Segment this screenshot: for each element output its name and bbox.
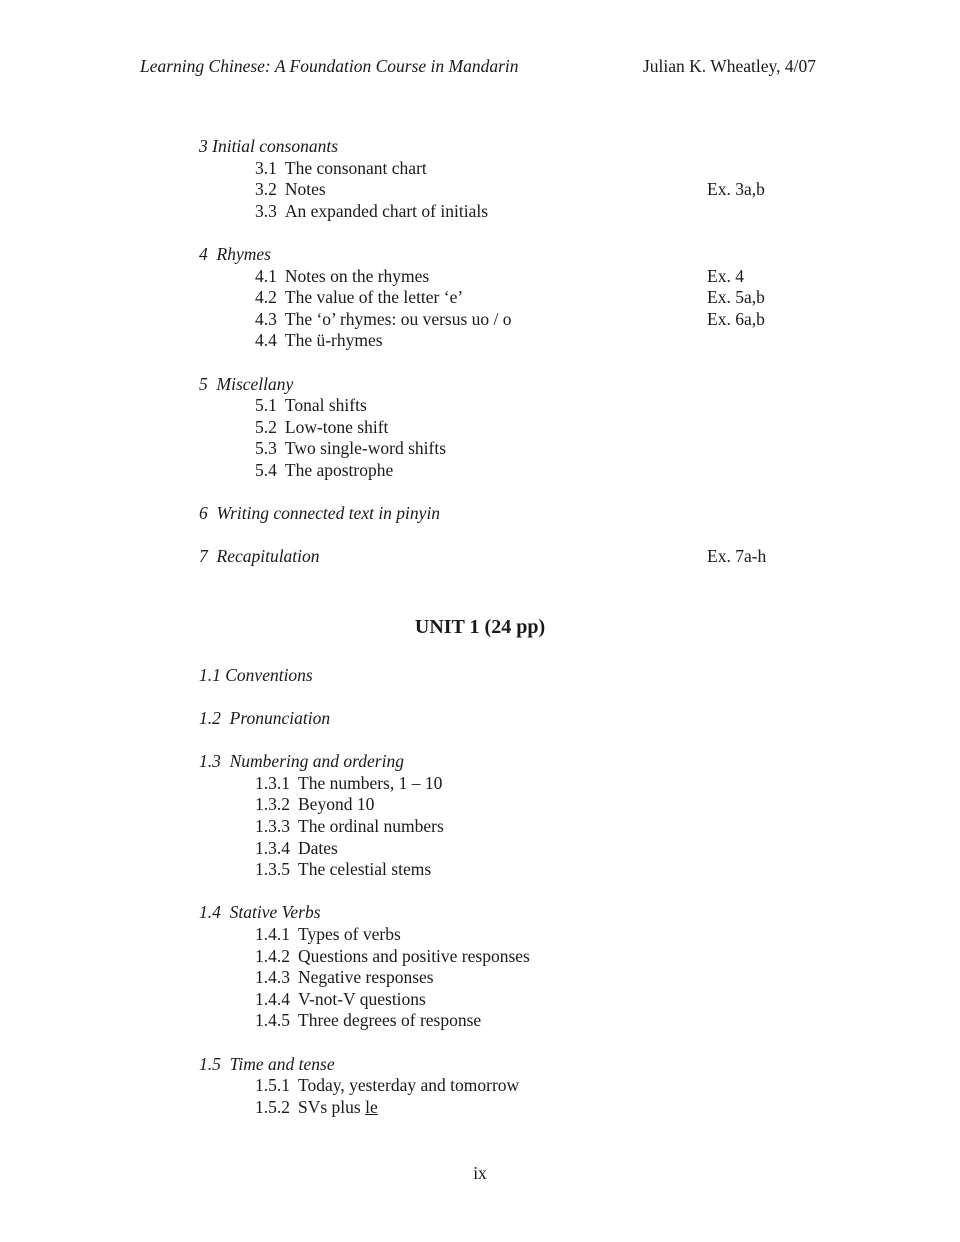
toc-item-title: SVs plus xyxy=(298,1096,366,1117)
toc-item xyxy=(199,773,859,795)
unit-1-sections xyxy=(199,665,859,1118)
toc-item-number: 3.3 xyxy=(255,200,277,221)
toc-item-number: 4.1 xyxy=(255,265,277,286)
toc-item xyxy=(199,1097,859,1119)
section-heading xyxy=(199,136,859,158)
toc-item-title: An expanded chart of initials xyxy=(284,200,489,221)
toc-item-title: The consonant chart xyxy=(284,157,427,178)
toc-item-number: 1.3.5 xyxy=(255,859,290,880)
toc-item-title: The ü-rhymes xyxy=(284,330,383,351)
toc-item xyxy=(199,1010,859,1032)
section-heading xyxy=(199,708,859,730)
toc-item-number: 4.4 xyxy=(255,330,277,351)
toc-item-title: Types of verbs xyxy=(298,924,401,944)
toc-item-title-underlined: le xyxy=(365,1096,378,1117)
toc-item-title: Today, yesterday and tomorrow xyxy=(298,1075,520,1096)
toc-item xyxy=(199,266,859,288)
toc-item-number: 5.3 xyxy=(255,438,277,459)
toc-item xyxy=(199,989,859,1011)
toc-item xyxy=(199,287,859,309)
section-heading xyxy=(199,374,859,396)
section-heading xyxy=(199,751,859,773)
toc-item xyxy=(199,309,859,331)
toc-item xyxy=(199,438,859,460)
section-heading xyxy=(199,1054,859,1076)
section-heading-label: 4 Rhymes xyxy=(199,243,271,264)
toc-item-title: Notes xyxy=(284,179,326,200)
toc-item-title: V-not-V questions xyxy=(298,988,426,1009)
toc-item xyxy=(199,158,859,180)
toc-item xyxy=(199,201,859,223)
toc-section xyxy=(199,546,859,568)
toc-item-number: 1.3.2 xyxy=(255,794,290,815)
exercise-reference: Ex. 7a-h xyxy=(707,546,767,567)
toc-item xyxy=(199,838,859,860)
toc-item-title: The numbers, 1 – 10 xyxy=(298,772,443,793)
section-heading-label: 3 Initial consonants xyxy=(199,136,339,156)
section-heading-label: 5 Miscellany xyxy=(199,373,294,394)
toc-item-title: Negative responses xyxy=(298,967,434,988)
exercise-reference: Ex. 3a,b xyxy=(707,179,765,200)
section-heading xyxy=(199,244,859,266)
document-title: Learning Chinese: A Foundation Course in Mandarin xyxy=(140,56,519,76)
unit-heading: UNIT 1 (24 pp) xyxy=(414,615,546,638)
toc-item-number: 1.4.4 xyxy=(255,988,290,1009)
toc-item-number: 4.2 xyxy=(255,287,277,308)
toc-item-number: 5.2 xyxy=(255,416,277,437)
toc-item-number: 3.1 xyxy=(255,157,277,178)
toc-item-number: 1.4.3 xyxy=(255,967,290,988)
front-matter-sections xyxy=(199,136,859,568)
toc-item-number: 5.1 xyxy=(255,395,277,416)
toc-section xyxy=(199,244,859,352)
section-heading-label: 6 Writing connected text in pinyin xyxy=(199,503,441,524)
toc-section xyxy=(199,708,859,730)
section-heading-label: 1.2 Pronunciation xyxy=(199,708,331,729)
toc-item xyxy=(199,946,859,968)
toc-item xyxy=(199,460,859,482)
table-of-contents xyxy=(199,136,859,1118)
toc-section xyxy=(199,503,859,525)
toc-item-number: 1.4.5 xyxy=(255,1010,290,1031)
toc-section xyxy=(199,665,859,687)
toc-item-title: The apostrophe xyxy=(284,459,394,480)
toc-item-number: 3.2 xyxy=(255,179,277,200)
toc-item-number: 5.4 xyxy=(255,459,277,480)
section-heading xyxy=(199,665,859,687)
toc-item-number: 1.3.1 xyxy=(255,772,290,793)
toc-item-title: Low-tone shift xyxy=(284,416,389,437)
toc-item xyxy=(199,179,859,201)
toc-item-title: The ‘o’ rhymes: ou versus uo / o xyxy=(284,308,512,329)
toc-item-title: Questions and positive responses xyxy=(298,945,530,966)
toc-item xyxy=(199,967,859,989)
section-heading-label: 1.4 Stative Verbs xyxy=(199,902,321,923)
toc-item-title: Two single-word shifts xyxy=(284,438,446,459)
toc-item-title: Notes on the rhymes xyxy=(284,265,430,286)
toc-item-title: Beyond 10 xyxy=(298,794,375,815)
toc-section xyxy=(199,902,859,1032)
toc-section xyxy=(199,1054,859,1119)
toc-section xyxy=(199,374,859,482)
toc-item-number: 1.3.3 xyxy=(255,816,290,837)
toc-item xyxy=(199,417,859,439)
toc-item xyxy=(199,794,859,816)
exercise-reference: Ex. 4 xyxy=(707,265,744,286)
toc-item-title: The celestial stems xyxy=(298,859,432,880)
toc-item-title: The value of the letter ‘e’ xyxy=(284,287,464,308)
toc-item xyxy=(199,330,859,352)
toc-item-number: 1.4.2 xyxy=(255,945,290,966)
toc-item-number: 1.3.4 xyxy=(255,837,290,858)
toc-item-title: Three degrees of response xyxy=(298,1010,482,1031)
section-heading-label: 1.1 Conventions xyxy=(199,664,313,685)
toc-item xyxy=(199,1075,859,1097)
toc-item xyxy=(199,859,859,881)
toc-item xyxy=(199,924,859,946)
section-heading xyxy=(199,546,859,568)
toc-item-title: Dates xyxy=(298,837,338,858)
exercise-reference: Ex. 6a,b xyxy=(707,308,765,329)
toc-item xyxy=(199,395,859,417)
toc-item-number: 1.4.1 xyxy=(255,924,290,944)
toc-section xyxy=(199,751,859,881)
toc-item-title: The ordinal numbers xyxy=(298,816,444,837)
section-heading-label: 1.3 Numbering and ordering xyxy=(199,751,404,772)
section-heading-label: 7 Recapitulation xyxy=(199,546,320,567)
toc-item xyxy=(199,816,859,838)
page-number: ix xyxy=(473,1163,487,1183)
section-heading xyxy=(199,503,859,525)
exercise-reference: Ex. 5a,b xyxy=(707,287,765,308)
author-date: Julian K. Wheatley, 4/07 xyxy=(642,56,816,76)
section-heading xyxy=(199,902,859,924)
toc-item-number: 1.5.1 xyxy=(255,1075,290,1096)
section-heading-label: 1.5 Time and tense xyxy=(199,1053,335,1074)
toc-item-title: Tonal shifts xyxy=(284,395,367,416)
page-header xyxy=(140,56,816,78)
toc-item-number: 4.3 xyxy=(255,308,277,329)
toc-section xyxy=(199,136,859,222)
toc-item-number: 1.5.2 xyxy=(255,1096,290,1117)
